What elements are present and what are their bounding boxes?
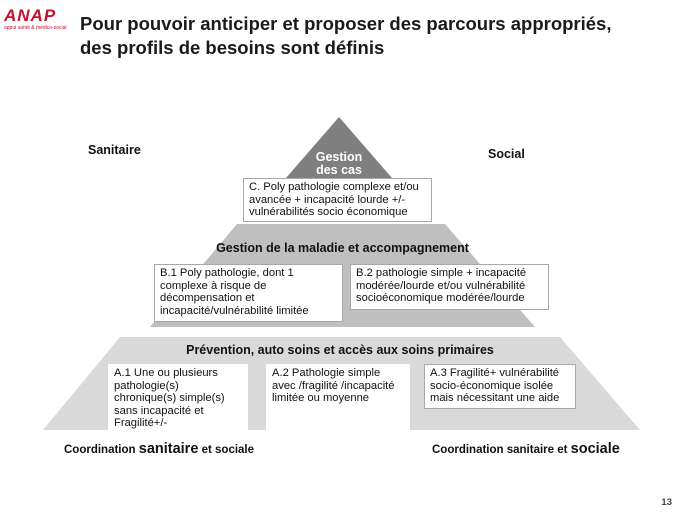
profile-box-a3: A.3 Fragilité+ vulnérabilité socio-économique isolée mais nécessitant une aide: [424, 364, 576, 409]
logo-wordmark: ANAP: [4, 6, 57, 25]
side-label-social: Social: [488, 147, 525, 161]
slide-title-line-2: des profils de besoins sont définis: [80, 37, 385, 58]
apex-label-line-1: Gestion: [315, 150, 363, 164]
profile-box-b2: B.2 pathologie simple + incapacité modérée/lourde et/ou vulnérabilité socioéconomique modérée/lourde: [350, 264, 549, 310]
coordination-right-emph: sociale: [570, 441, 620, 457]
logo-tagline: appui santé & médico-social: [4, 25, 67, 31]
profile-box-b1: B.1 Poly pathologie, dont 1 complexe à risque de décompensation et incapacité/vulnérabilité limitée: [154, 264, 343, 322]
profile-box-a2: A.2 Pathologie simple avec /fragilité /incapacité limitée ou moyenne: [266, 364, 410, 431]
coordination-left-emph: sanitaire: [138, 441, 199, 457]
coordination-right: [432, 441, 620, 457]
slide-title-line-1: Pour pouvoir anticiper et proposer des parcours appropriés,: [80, 13, 612, 34]
apex-label-line-2: des cas: [316, 163, 362, 177]
profile-box-a1: A.1 Une ou plusieurs pathologie(s) chronique(s) simple(s) sans incapacité et Fragilité+/-: [108, 364, 248, 431]
profile-box-c: C. Poly pathologie complexe et/ou avancée + incapacité lourde +/- vulnérabilités socio économique: [243, 178, 432, 222]
apex-label: [300, 151, 378, 177]
coordination-left-prefix: Coordination: [64, 444, 136, 456]
level-b-label: Gestion de la maladie et accompagnement: [216, 241, 469, 255]
level-a-label: Prévention, auto soins et accès aux soins primaires: [186, 343, 494, 357]
coordination-left-suffix: et sociale: [201, 444, 255, 456]
page-number: 13: [661, 497, 672, 508]
coordination-left: [64, 441, 254, 457]
side-label-sanitaire: Sanitaire: [88, 143, 141, 157]
coordination-right-prefix: Coordination sanitaire et: [432, 444, 568, 456]
